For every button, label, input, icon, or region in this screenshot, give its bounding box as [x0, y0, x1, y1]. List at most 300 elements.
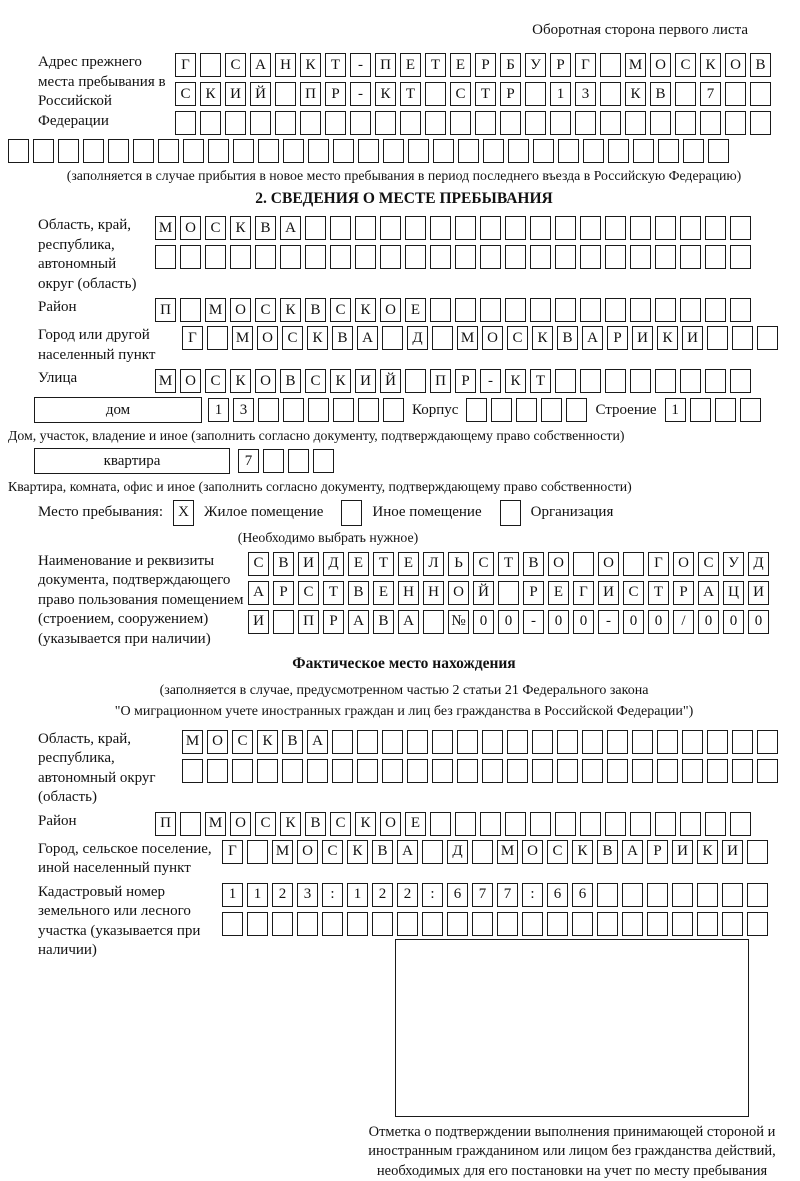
char-cell[interactable]: В: [557, 326, 578, 350]
char-cell[interactable]: К: [700, 53, 721, 77]
char-cell[interactable]: И: [672, 840, 693, 864]
char-cell[interactable]: [247, 912, 268, 936]
char-cell[interactable]: [623, 552, 644, 576]
char-cell[interactable]: [507, 730, 528, 754]
char-cell[interactable]: [705, 298, 726, 322]
char-cell[interactable]: К: [697, 840, 718, 864]
char-cell[interactable]: [757, 759, 778, 783]
char-cell[interactable]: М: [155, 369, 176, 393]
char-cell[interactable]: [175, 111, 196, 135]
char-cell[interactable]: О: [448, 581, 469, 605]
char-cell[interactable]: К: [257, 730, 278, 754]
char-cell[interactable]: -: [598, 610, 619, 634]
char-cell[interactable]: [675, 111, 696, 135]
char-cell[interactable]: [480, 216, 501, 240]
char-cell[interactable]: К: [230, 369, 251, 393]
char-cell[interactable]: О: [230, 812, 251, 836]
char-cell[interactable]: [273, 610, 294, 634]
char-cell[interactable]: [680, 369, 701, 393]
char-cell[interactable]: К: [375, 82, 396, 106]
char-cell[interactable]: [207, 326, 228, 350]
char-cell[interactable]: [730, 298, 751, 322]
char-cell[interactable]: [308, 139, 329, 163]
char-cell[interactable]: [475, 111, 496, 135]
char-cell[interactable]: [400, 111, 421, 135]
char-cell[interactable]: [222, 912, 243, 936]
char-cell[interactable]: [630, 298, 651, 322]
char-cell[interactable]: [532, 730, 553, 754]
char-cell[interactable]: [283, 139, 304, 163]
char-cell[interactable]: [432, 326, 453, 350]
char-cell[interactable]: И: [355, 369, 376, 393]
char-cell[interactable]: Й: [380, 369, 401, 393]
char-cell[interactable]: В: [348, 581, 369, 605]
char-cell[interactable]: С: [205, 369, 226, 393]
char-cell[interactable]: [325, 111, 346, 135]
char-cell[interactable]: [622, 883, 643, 907]
char-cell[interactable]: С: [248, 552, 269, 576]
char-cell[interactable]: [155, 245, 176, 269]
char-cell[interactable]: М: [182, 730, 203, 754]
char-cell[interactable]: П: [300, 82, 321, 106]
char-cell[interactable]: 1: [550, 82, 571, 106]
char-cell[interactable]: [430, 216, 451, 240]
char-cell[interactable]: [597, 883, 618, 907]
char-cell[interactable]: 1: [347, 883, 368, 907]
char-cell[interactable]: Л: [423, 552, 444, 576]
char-cell[interactable]: [605, 369, 626, 393]
char-cell[interactable]: [350, 111, 371, 135]
char-cell[interactable]: [558, 139, 579, 163]
char-cell[interactable]: [430, 298, 451, 322]
char-cell[interactable]: [407, 759, 428, 783]
char-cell[interactable]: А: [307, 730, 328, 754]
char-cell[interactable]: [180, 298, 201, 322]
char-cell[interactable]: [405, 369, 426, 393]
char-cell[interactable]: О: [548, 552, 569, 576]
char-cell[interactable]: В: [373, 610, 394, 634]
char-cell[interactable]: О: [482, 326, 503, 350]
char-cell[interactable]: [530, 298, 551, 322]
char-cell[interactable]: А: [398, 610, 419, 634]
char-cell[interactable]: А: [357, 326, 378, 350]
char-cell[interactable]: О: [230, 298, 251, 322]
char-cell[interactable]: [357, 759, 378, 783]
char-cell[interactable]: [207, 759, 228, 783]
char-cell[interactable]: [682, 759, 703, 783]
char-cell[interactable]: М: [232, 326, 253, 350]
char-cell[interactable]: [525, 82, 546, 106]
char-cell[interactable]: [332, 730, 353, 754]
char-cell[interactable]: Р: [325, 82, 346, 106]
char-cell[interactable]: М: [497, 840, 518, 864]
char-cell[interactable]: [225, 111, 246, 135]
char-cell[interactable]: [647, 883, 668, 907]
char-cell[interactable]: [566, 398, 587, 422]
char-cell[interactable]: [466, 398, 487, 422]
char-cell[interactable]: [722, 912, 743, 936]
char-cell[interactable]: [655, 298, 676, 322]
char-cell[interactable]: Г: [182, 326, 203, 350]
char-cell[interactable]: К: [625, 82, 646, 106]
char-cell[interactable]: И: [632, 326, 653, 350]
char-cell[interactable]: Й: [473, 581, 494, 605]
char-cell[interactable]: С: [330, 298, 351, 322]
char-cell[interactable]: [283, 398, 304, 422]
char-cell[interactable]: [725, 111, 746, 135]
char-cell[interactable]: [380, 216, 401, 240]
char-cell[interactable]: О: [297, 840, 318, 864]
char-cell[interactable]: [600, 53, 621, 77]
char-cell[interactable]: У: [525, 53, 546, 77]
char-cell[interactable]: [580, 812, 601, 836]
char-cell[interactable]: [233, 139, 254, 163]
char-cell[interactable]: У: [723, 552, 744, 576]
char-cell[interactable]: [208, 139, 229, 163]
char-cell[interactable]: [430, 245, 451, 269]
char-cell[interactable]: [425, 111, 446, 135]
char-cell[interactable]: М: [625, 53, 646, 77]
char-cell[interactable]: С: [232, 730, 253, 754]
char-cell[interactable]: [740, 398, 761, 422]
stay-option-other-checkbox[interactable]: [341, 500, 362, 526]
char-cell[interactable]: И: [682, 326, 703, 350]
char-cell[interactable]: В: [750, 53, 771, 77]
char-cell[interactable]: П: [298, 610, 319, 634]
char-cell[interactable]: [491, 398, 512, 422]
char-cell[interactable]: 0: [473, 610, 494, 634]
char-cell[interactable]: С: [623, 581, 644, 605]
char-cell[interactable]: [607, 730, 628, 754]
char-cell[interactable]: [483, 139, 504, 163]
char-cell[interactable]: Т: [530, 369, 551, 393]
char-cell[interactable]: Т: [648, 581, 669, 605]
char-cell[interactable]: В: [305, 298, 326, 322]
char-cell[interactable]: 0: [723, 610, 744, 634]
char-cell[interactable]: [205, 245, 226, 269]
char-cell[interactable]: [516, 398, 537, 422]
char-cell[interactable]: [505, 245, 526, 269]
char-cell[interactable]: 1: [208, 398, 229, 422]
char-cell[interactable]: 2: [397, 883, 418, 907]
char-cell[interactable]: Т: [425, 53, 446, 77]
char-cell[interactable]: Г: [175, 53, 196, 77]
char-cell[interactable]: [608, 139, 629, 163]
char-cell[interactable]: П: [155, 812, 176, 836]
char-cell[interactable]: С: [547, 840, 568, 864]
char-cell[interactable]: Р: [607, 326, 628, 350]
char-cell[interactable]: [683, 139, 704, 163]
char-cell[interactable]: О: [598, 552, 619, 576]
char-cell[interactable]: П: [155, 298, 176, 322]
char-cell[interactable]: [705, 216, 726, 240]
char-cell[interactable]: [732, 759, 753, 783]
char-cell[interactable]: [705, 369, 726, 393]
char-cell[interactable]: [632, 730, 653, 754]
char-cell[interactable]: [757, 326, 778, 350]
char-cell[interactable]: Т: [373, 552, 394, 576]
char-cell[interactable]: [408, 139, 429, 163]
char-cell[interactable]: [275, 82, 296, 106]
char-cell[interactable]: [747, 883, 768, 907]
char-cell[interactable]: [230, 245, 251, 269]
char-cell[interactable]: [300, 111, 321, 135]
char-cell[interactable]: [657, 730, 678, 754]
char-cell[interactable]: [83, 139, 104, 163]
char-cell[interactable]: [700, 111, 721, 135]
char-cell[interactable]: С: [298, 581, 319, 605]
char-cell[interactable]: К: [572, 840, 593, 864]
char-cell[interactable]: -: [523, 610, 544, 634]
char-cell[interactable]: К: [330, 369, 351, 393]
char-cell[interactable]: 3: [297, 883, 318, 907]
char-cell[interactable]: А: [397, 840, 418, 864]
char-cell[interactable]: Е: [548, 581, 569, 605]
char-cell[interactable]: [525, 111, 546, 135]
char-cell[interactable]: О: [380, 812, 401, 836]
char-cell[interactable]: И: [748, 581, 769, 605]
char-cell[interactable]: О: [180, 216, 201, 240]
char-cell[interactable]: 7: [238, 449, 259, 473]
char-cell[interactable]: М: [155, 216, 176, 240]
char-cell[interactable]: С: [205, 216, 226, 240]
char-cell[interactable]: В: [650, 82, 671, 106]
char-cell[interactable]: [430, 812, 451, 836]
char-cell[interactable]: [455, 216, 476, 240]
char-cell[interactable]: Р: [647, 840, 668, 864]
char-cell[interactable]: [732, 730, 753, 754]
char-cell[interactable]: В: [280, 369, 301, 393]
char-cell[interactable]: [730, 216, 751, 240]
char-cell[interactable]: [380, 245, 401, 269]
char-cell[interactable]: 0: [698, 610, 719, 634]
char-cell[interactable]: [200, 53, 221, 77]
char-cell[interactable]: С: [675, 53, 696, 77]
char-cell[interactable]: 1: [222, 883, 243, 907]
char-cell[interactable]: [583, 139, 604, 163]
char-cell[interactable]: [358, 139, 379, 163]
char-cell[interactable]: [530, 216, 551, 240]
char-cell[interactable]: [655, 245, 676, 269]
char-cell[interactable]: [555, 369, 576, 393]
char-cell[interactable]: [480, 245, 501, 269]
char-cell[interactable]: [647, 912, 668, 936]
char-cell[interactable]: С: [175, 82, 196, 106]
char-cell[interactable]: [530, 812, 551, 836]
char-cell[interactable]: [530, 245, 551, 269]
char-cell[interactable]: Е: [348, 552, 369, 576]
char-cell[interactable]: А: [248, 581, 269, 605]
char-cell[interactable]: Ь: [448, 552, 469, 576]
char-cell[interactable]: О: [257, 326, 278, 350]
confirmation-mark-box[interactable]: [395, 939, 749, 1117]
char-cell[interactable]: В: [332, 326, 353, 350]
char-cell[interactable]: [505, 298, 526, 322]
char-cell[interactable]: 7: [700, 82, 721, 106]
char-cell[interactable]: Р: [323, 610, 344, 634]
char-cell[interactable]: Е: [400, 53, 421, 77]
char-cell[interactable]: А: [622, 840, 643, 864]
char-cell[interactable]: [358, 398, 379, 422]
char-cell[interactable]: [333, 139, 354, 163]
char-cell[interactable]: Н: [423, 581, 444, 605]
char-cell[interactable]: И: [225, 82, 246, 106]
char-cell[interactable]: [708, 139, 729, 163]
char-cell[interactable]: [505, 216, 526, 240]
char-cell[interactable]: [432, 759, 453, 783]
char-cell[interactable]: Н: [275, 53, 296, 77]
char-cell[interactable]: [573, 552, 594, 576]
char-cell[interactable]: [707, 326, 728, 350]
char-cell[interactable]: Д: [748, 552, 769, 576]
char-cell[interactable]: 2: [272, 883, 293, 907]
char-cell[interactable]: А: [250, 53, 271, 77]
char-cell[interactable]: Е: [398, 552, 419, 576]
char-cell[interactable]: К: [300, 53, 321, 77]
char-cell[interactable]: [313, 449, 334, 473]
char-cell[interactable]: Е: [450, 53, 471, 77]
char-cell[interactable]: Г: [222, 840, 243, 864]
char-cell[interactable]: [425, 82, 446, 106]
char-cell[interactable]: [550, 111, 571, 135]
char-cell[interactable]: [532, 759, 553, 783]
char-cell[interactable]: [183, 139, 204, 163]
char-cell[interactable]: С: [305, 369, 326, 393]
char-cell[interactable]: С: [255, 812, 276, 836]
char-cell[interactable]: [680, 245, 701, 269]
char-cell[interactable]: [555, 812, 576, 836]
char-cell[interactable]: 7: [497, 883, 518, 907]
char-cell[interactable]: В: [255, 216, 276, 240]
char-cell[interactable]: [457, 759, 478, 783]
char-cell[interactable]: [707, 730, 728, 754]
char-cell[interactable]: К: [200, 82, 221, 106]
char-cell[interactable]: [275, 111, 296, 135]
char-cell[interactable]: [382, 730, 403, 754]
char-cell[interactable]: [480, 812, 501, 836]
char-cell[interactable]: -: [350, 53, 371, 77]
char-cell[interactable]: О: [522, 840, 543, 864]
char-cell[interactable]: В: [597, 840, 618, 864]
char-cell[interactable]: С: [255, 298, 276, 322]
char-cell[interactable]: [607, 759, 628, 783]
char-cell[interactable]: О: [255, 369, 276, 393]
char-cell[interactable]: 0: [623, 610, 644, 634]
char-cell[interactable]: [455, 812, 476, 836]
char-cell[interactable]: П: [430, 369, 451, 393]
char-cell[interactable]: М: [205, 298, 226, 322]
char-cell[interactable]: О: [207, 730, 228, 754]
char-cell[interactable]: [450, 111, 471, 135]
char-cell[interactable]: [633, 139, 654, 163]
char-cell[interactable]: Р: [523, 581, 544, 605]
char-cell[interactable]: [555, 298, 576, 322]
char-cell[interactable]: [747, 840, 768, 864]
char-cell[interactable]: :: [322, 883, 343, 907]
char-cell[interactable]: 3: [575, 82, 596, 106]
char-cell[interactable]: К: [347, 840, 368, 864]
char-cell[interactable]: [705, 245, 726, 269]
char-cell[interactable]: Е: [405, 812, 426, 836]
char-cell[interactable]: [455, 245, 476, 269]
char-cell[interactable]: [347, 912, 368, 936]
char-cell[interactable]: [423, 610, 444, 634]
char-cell[interactable]: [680, 216, 701, 240]
char-cell[interactable]: Й: [250, 82, 271, 106]
char-cell[interactable]: [305, 245, 326, 269]
char-cell[interactable]: [422, 840, 443, 864]
char-cell[interactable]: С: [450, 82, 471, 106]
char-cell[interactable]: [382, 326, 403, 350]
char-cell[interactable]: [497, 912, 518, 936]
char-cell[interactable]: Т: [323, 581, 344, 605]
char-cell[interactable]: 0: [648, 610, 669, 634]
char-cell[interactable]: [732, 326, 753, 350]
char-cell[interactable]: [158, 139, 179, 163]
char-cell[interactable]: С: [225, 53, 246, 77]
char-cell[interactable]: Д: [447, 840, 468, 864]
char-cell[interactable]: [697, 883, 718, 907]
char-cell[interactable]: И: [248, 610, 269, 634]
char-cell[interactable]: [750, 82, 771, 106]
char-cell[interactable]: [632, 759, 653, 783]
char-cell[interactable]: [722, 883, 743, 907]
char-cell[interactable]: [622, 912, 643, 936]
char-cell[interactable]: [258, 398, 279, 422]
char-cell[interactable]: 7: [472, 883, 493, 907]
char-cell[interactable]: [255, 245, 276, 269]
char-cell[interactable]: :: [422, 883, 443, 907]
char-cell[interactable]: №: [448, 610, 469, 634]
char-cell[interactable]: И: [722, 840, 743, 864]
char-cell[interactable]: [555, 216, 576, 240]
char-cell[interactable]: [405, 216, 426, 240]
char-cell[interactable]: [458, 139, 479, 163]
char-cell[interactable]: И: [598, 581, 619, 605]
char-cell[interactable]: [508, 139, 529, 163]
char-cell[interactable]: [600, 111, 621, 135]
char-cell[interactable]: [555, 245, 576, 269]
char-cell[interactable]: [655, 369, 676, 393]
char-cell[interactable]: Р: [673, 581, 694, 605]
char-cell[interactable]: [605, 245, 626, 269]
char-cell[interactable]: [332, 759, 353, 783]
char-cell[interactable]: [282, 759, 303, 783]
char-cell[interactable]: [697, 912, 718, 936]
char-cell[interactable]: [297, 912, 318, 936]
char-cell[interactable]: Г: [575, 53, 596, 77]
char-cell[interactable]: К: [355, 812, 376, 836]
char-cell[interactable]: Р: [475, 53, 496, 77]
char-cell[interactable]: [672, 912, 693, 936]
char-cell[interactable]: [580, 369, 601, 393]
char-cell[interactable]: [730, 369, 751, 393]
char-cell[interactable]: И: [298, 552, 319, 576]
char-cell[interactable]: Т: [498, 552, 519, 576]
char-cell[interactable]: А: [348, 610, 369, 634]
char-cell[interactable]: [580, 298, 601, 322]
char-cell[interactable]: Т: [400, 82, 421, 106]
char-cell[interactable]: [180, 812, 201, 836]
char-cell[interactable]: [307, 759, 328, 783]
char-cell[interactable]: [330, 216, 351, 240]
char-cell[interactable]: [482, 730, 503, 754]
char-cell[interactable]: К: [657, 326, 678, 350]
char-cell[interactable]: 6: [547, 883, 568, 907]
char-cell[interactable]: [630, 245, 651, 269]
char-cell[interactable]: [432, 730, 453, 754]
char-cell[interactable]: 6: [572, 883, 593, 907]
